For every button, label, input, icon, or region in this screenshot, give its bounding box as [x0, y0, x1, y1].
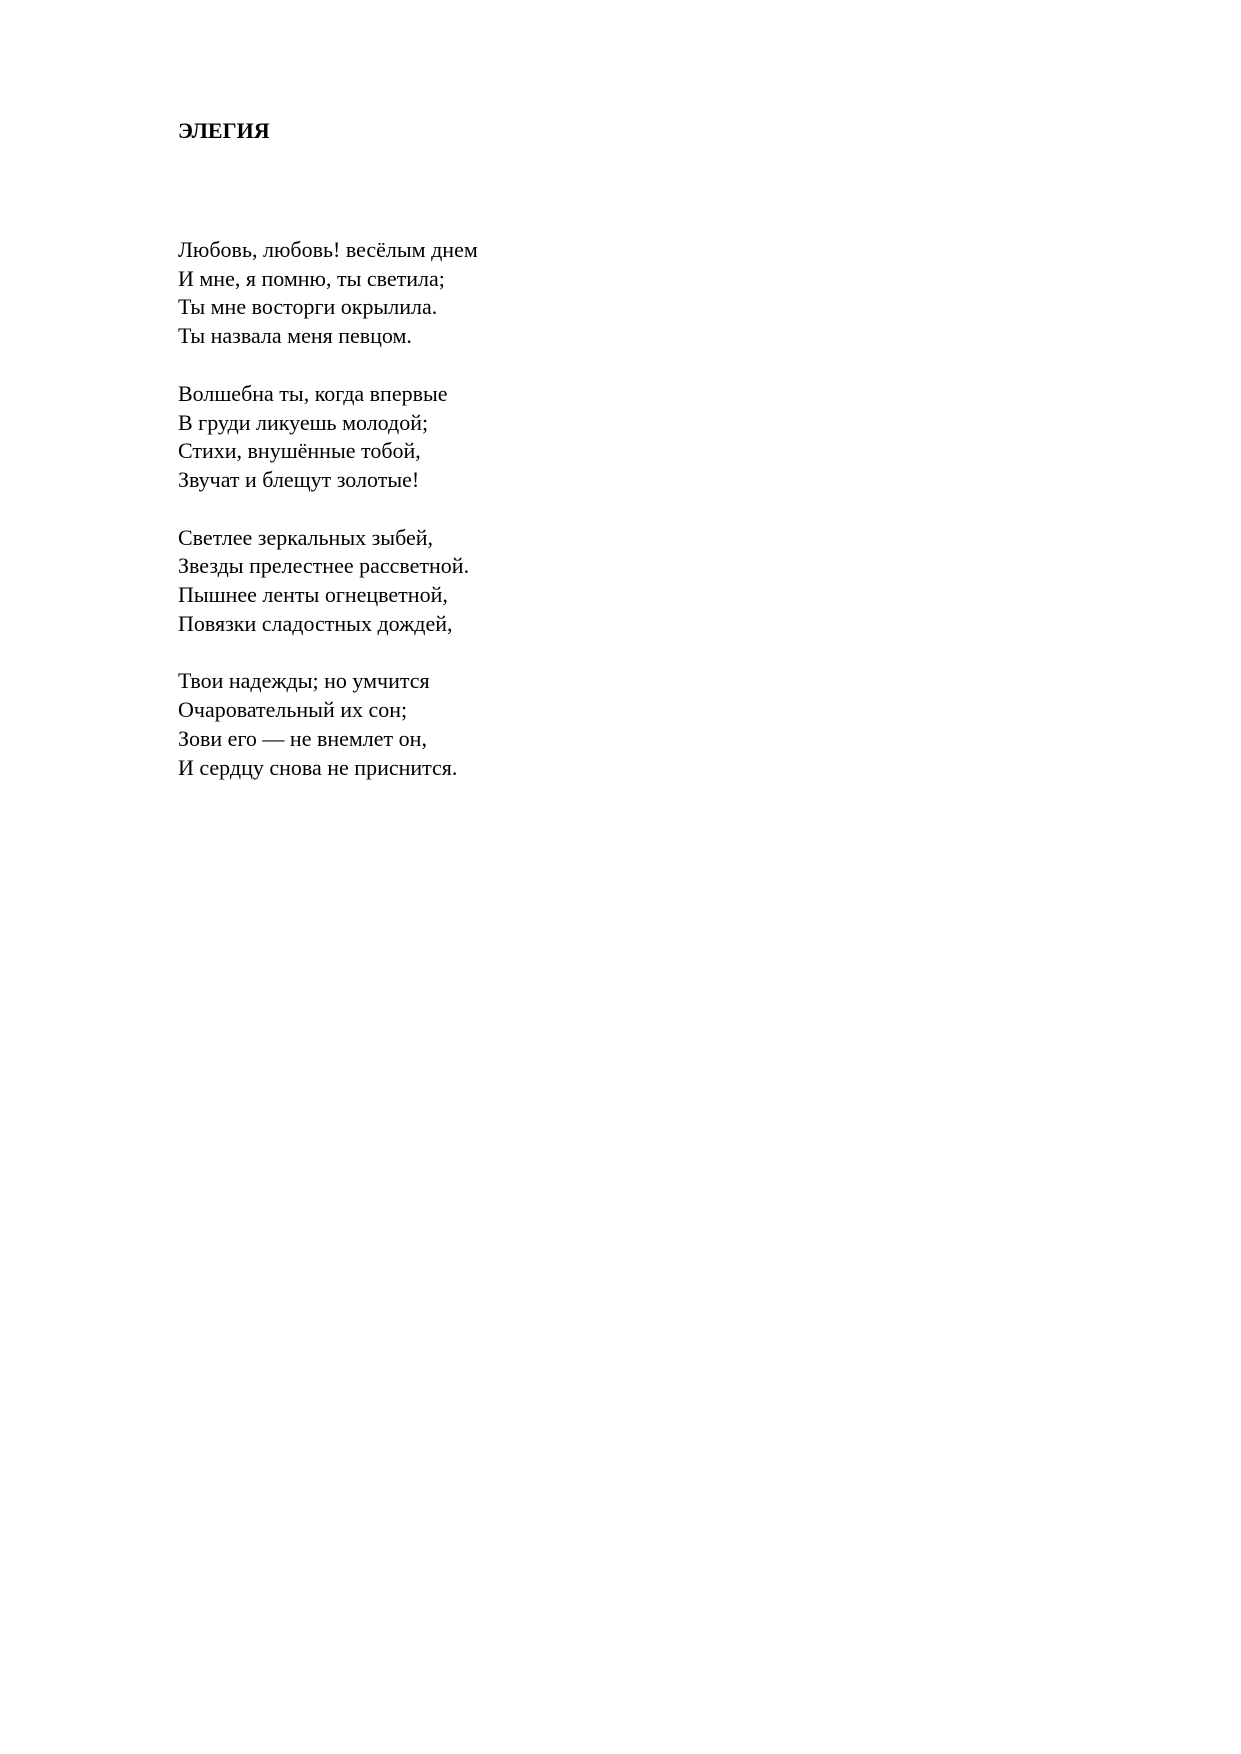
poem-line: Любовь, любовь! весёлым днем [178, 237, 478, 262]
poem-line: Ты назвала меня певцом. [178, 323, 412, 349]
stanza-1 [178, 236, 478, 351]
poem-line: Зови его — не внемлет он, [178, 725, 427, 751]
poem-line: Светлее зеркальных зыбей, [178, 524, 434, 550]
poem-line: Звучат и блещут золотые! [178, 466, 420, 492]
stanza-3 [178, 524, 478, 639]
poem-line: Звезды прелестнее рассветной. [178, 553, 470, 579]
poem-line: Волшебна ты, когда впервые [178, 380, 448, 406]
poem-title: ЭЛЕГИЯ [178, 118, 270, 143]
poem-line: Очаровательный их сон; [178, 697, 408, 723]
poem-line: И сердцу снова не приснится. [178, 754, 458, 780]
poem-line: Пышнее ленты огнецветной, [178, 582, 448, 608]
stanza-4 [178, 667, 478, 782]
poem-line: В груди ликуешь молодой; [178, 409, 429, 435]
poem-line: И мне, я помню, ты светила; [178, 265, 445, 291]
poem-line: Стихи, внушённые тобой, [178, 438, 421, 464]
stanza-2 [178, 380, 478, 495]
poem-line: Ты мне восторги окрылила. [178, 294, 438, 320]
poem-line: Твои надежды; но умчится [178, 668, 430, 694]
poem-line: Повязки сладостных дождей, [178, 610, 453, 636]
poem-body [178, 236, 478, 811]
